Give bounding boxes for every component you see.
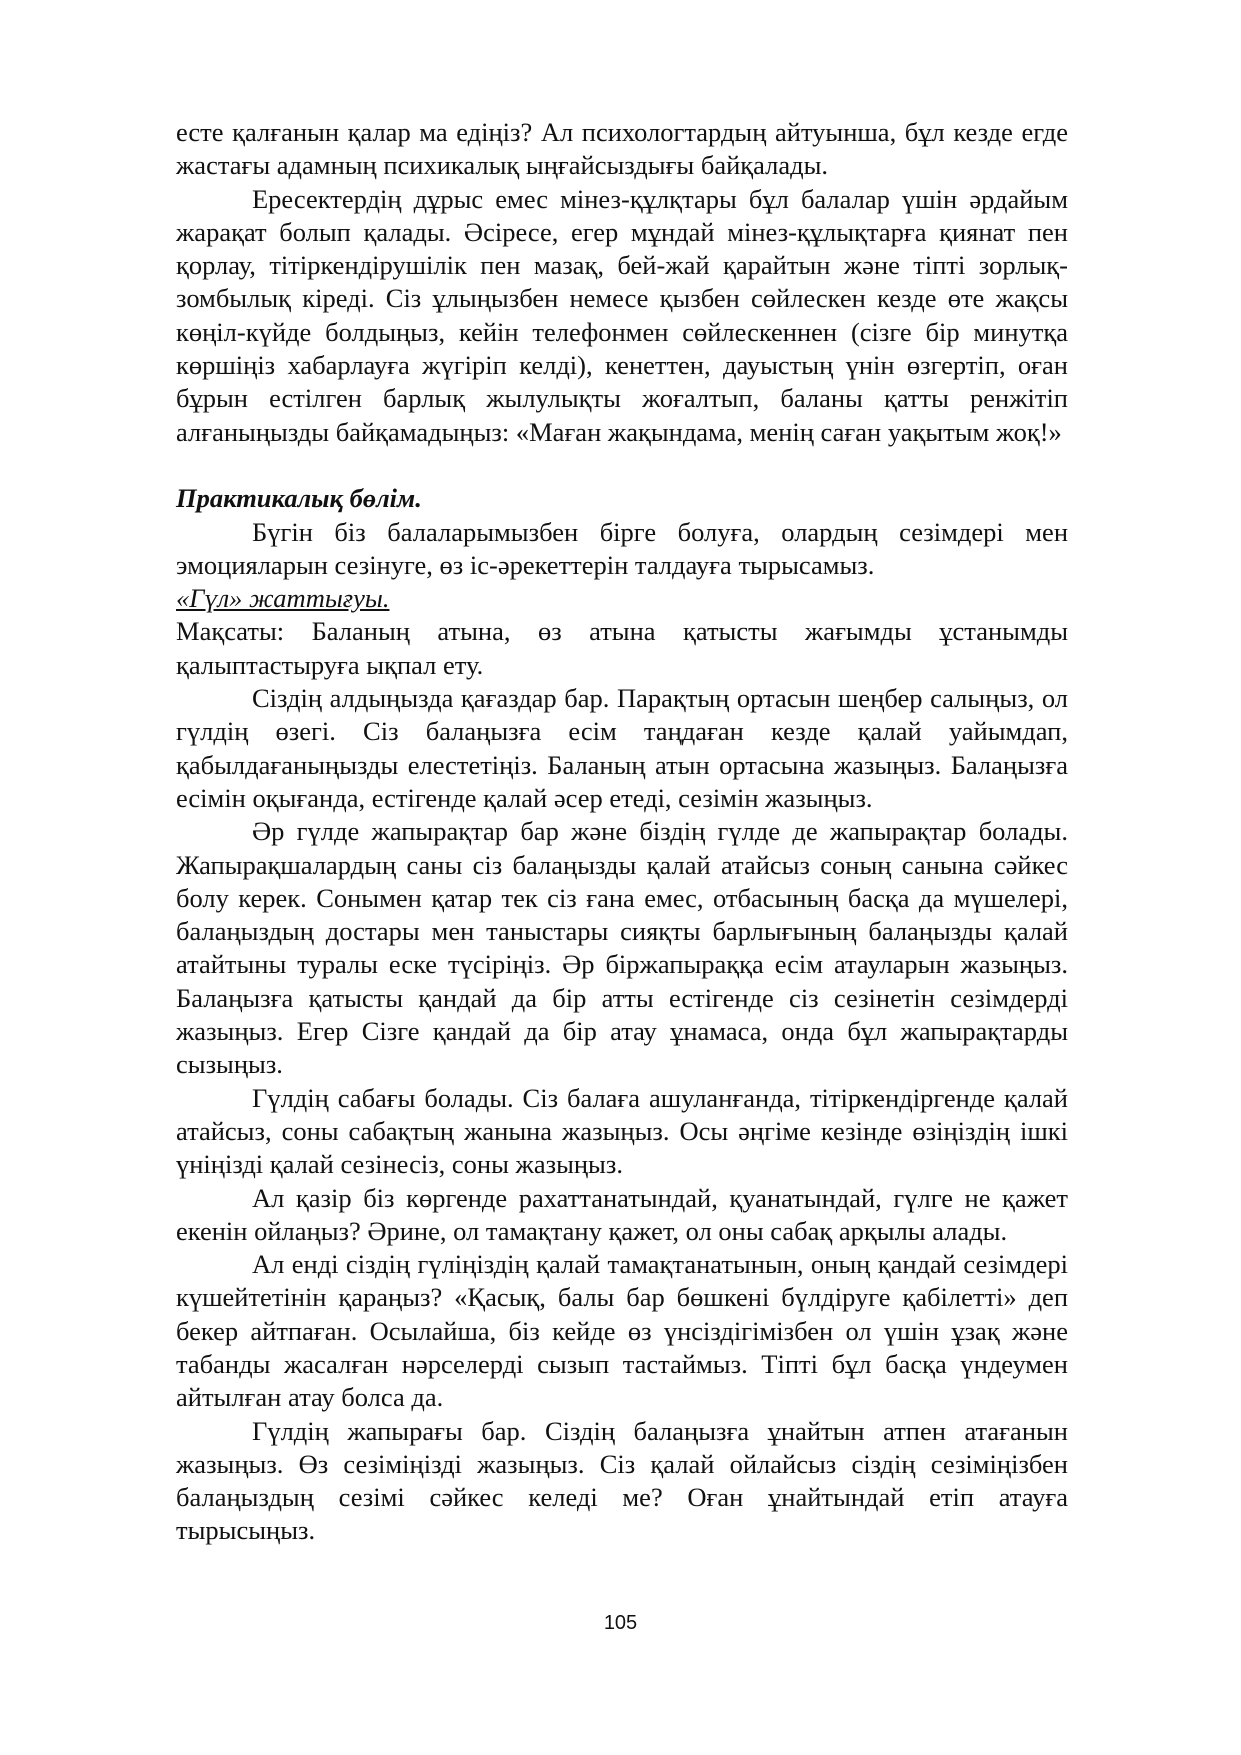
document-body — [176, 116, 1068, 1548]
paragraph-adult-behavior: Ересектердің дұрыс емес мінез-құлқтары бұл балалар үшін әрдайым жарақат болып қалады. Әсіресе, егер мұндай мінез-құлықтарға қиянат пен қорлау, тітіркендірушілік пен мазақ, бей-жай қарайтын және тіпті зорлық-зомбылық кіреді. Сіз ұлыңызбен немесе қызбен сөйлескен кезде өте жақсы көңіл-күйде болдыңыз, кейін телефонмен сөйлескеннен (сізге бір минутқа көршіңіз хабарлауға жүгіріп келді), кенеттен, дауыстың үнін өзгертіп, оған бұрын естілген барлық жылулықты жоғалтып, баланы қатты ренжітіп алғаныңызды байқамадыңыз: «Маған жақындама, менің саған уақытым жоқ!» — [176, 183, 1068, 447]
paragraph-leaf-name: Гүлдің жапырағы бар. Сіздің балаңызға ұнайтын атпен атағанын жазыңыз. Өз сезіміңізді жазыңыз. Сіз қалай ойлайсыз сіздің сезіміңізбен балаңыздың сезімі сәйкес келеді ме? Оған ұнайтындай етіп атауға тырысыңыз. — [176, 1415, 1068, 1546]
exercise-title — [176, 582, 1068, 615]
paragraph-intro: Бүгін біз балаларымызбен бірге болуға, олардың сезімдері мен эмоцияларын сезінуге, өз іс-әрекеттерін талдауға тырысамыз. — [176, 516, 1068, 580]
paragraph-feeding: Ал енді сіздің гүліңіздің қалай тамақтанатынын, оның қандай сезімдері күшейтетінін қараңыз? «Қасық, балы бар бөшкені бүлдіруге қабілетті» деп бекер айтпаған. Осылайша, біз кейде өз үнсіздігімізбен ол үшін ұзақ және табанды жасалған нәрселерді сызып тастаймыз. Тіпті бұл басқа үндеумен айтылған атау болса да. — [176, 1249, 1068, 1413]
paragraph-nourishment: Ал қазір біз көргенде рахаттанатындай, қуанатындай, гүлге не қажет екенін ойлаңыз? Әрине, ол тамақтану қажет, ол оны сабақ арқылы алады. — [176, 1182, 1068, 1246]
paragraph-papers: Сіздің алдыңызда қағаздар бар. Парақтың ортасын шеңбер салыңыз, ол гүлдің өзегі. Сіз балаңызға есім таңдаған кезде қалай уайымдап, қабылдағаныңызды елестетіңіз. Баланың атын ортасына жазыңыз. Балаңызға есімін оқығанда, естігенде қалай әсер етеді, сезімін жазыңыз. — [176, 683, 1068, 813]
section-heading-practical: Практикалық бөлім. — [176, 483, 422, 514]
paragraph-stem: Гүлдің сабағы болады. Сіз балаға ашуланғанда, тітіркендіргенде қалай атайсыз, соны сабақтың жанына жазыңыз. Осы әңгіме кезінде өзіңіздің ішкі үніңізді қалай сезінесіз, соны жазыңыз. — [176, 1082, 1068, 1180]
paragraph-continuation: есте қалғанын қалар ма едіңіз? Ал психологтардың айтуынша, бұл кезде егде жастағы адамның психикалық ыңғайсыздығы байқалады. — [176, 117, 1068, 181]
page-number: 105 — [603, 1612, 638, 1634]
paragraph-goal: Мақсаты: Баланың атына, өз атына қатысты жағымды ұстанымды қалыптастыруға ықпал ету. — [176, 616, 1068, 680]
exercise-title-text: «Гүл» жаттығуы. — [176, 583, 390, 614]
paragraph-leaves: Әр гүлде жапырақтар бар және біздің гүлде де жапырақтар болады. Жапырақшалардың саны сіз балаңызды қалай атайсыз соның санына сәйкес болу керек. Сонымен қатар тек сіз ғана емес, отбасының басқа да мүшелері, балаңыздың достары мен таныстары сияқты барлығының балаңызды қалай атайтыны туралы еске түсіріңіз. Әр біржапыраққа есім атауларын жазыңыз. Балаңызға қатысты қандай да бір атты естігенде сіз сезінетін сезімдерді жазыңыз. Егер Сізге қандай да бір атау ұнамаса, онда бұл жапырақтарды сызыңыз. — [176, 816, 1068, 1080]
